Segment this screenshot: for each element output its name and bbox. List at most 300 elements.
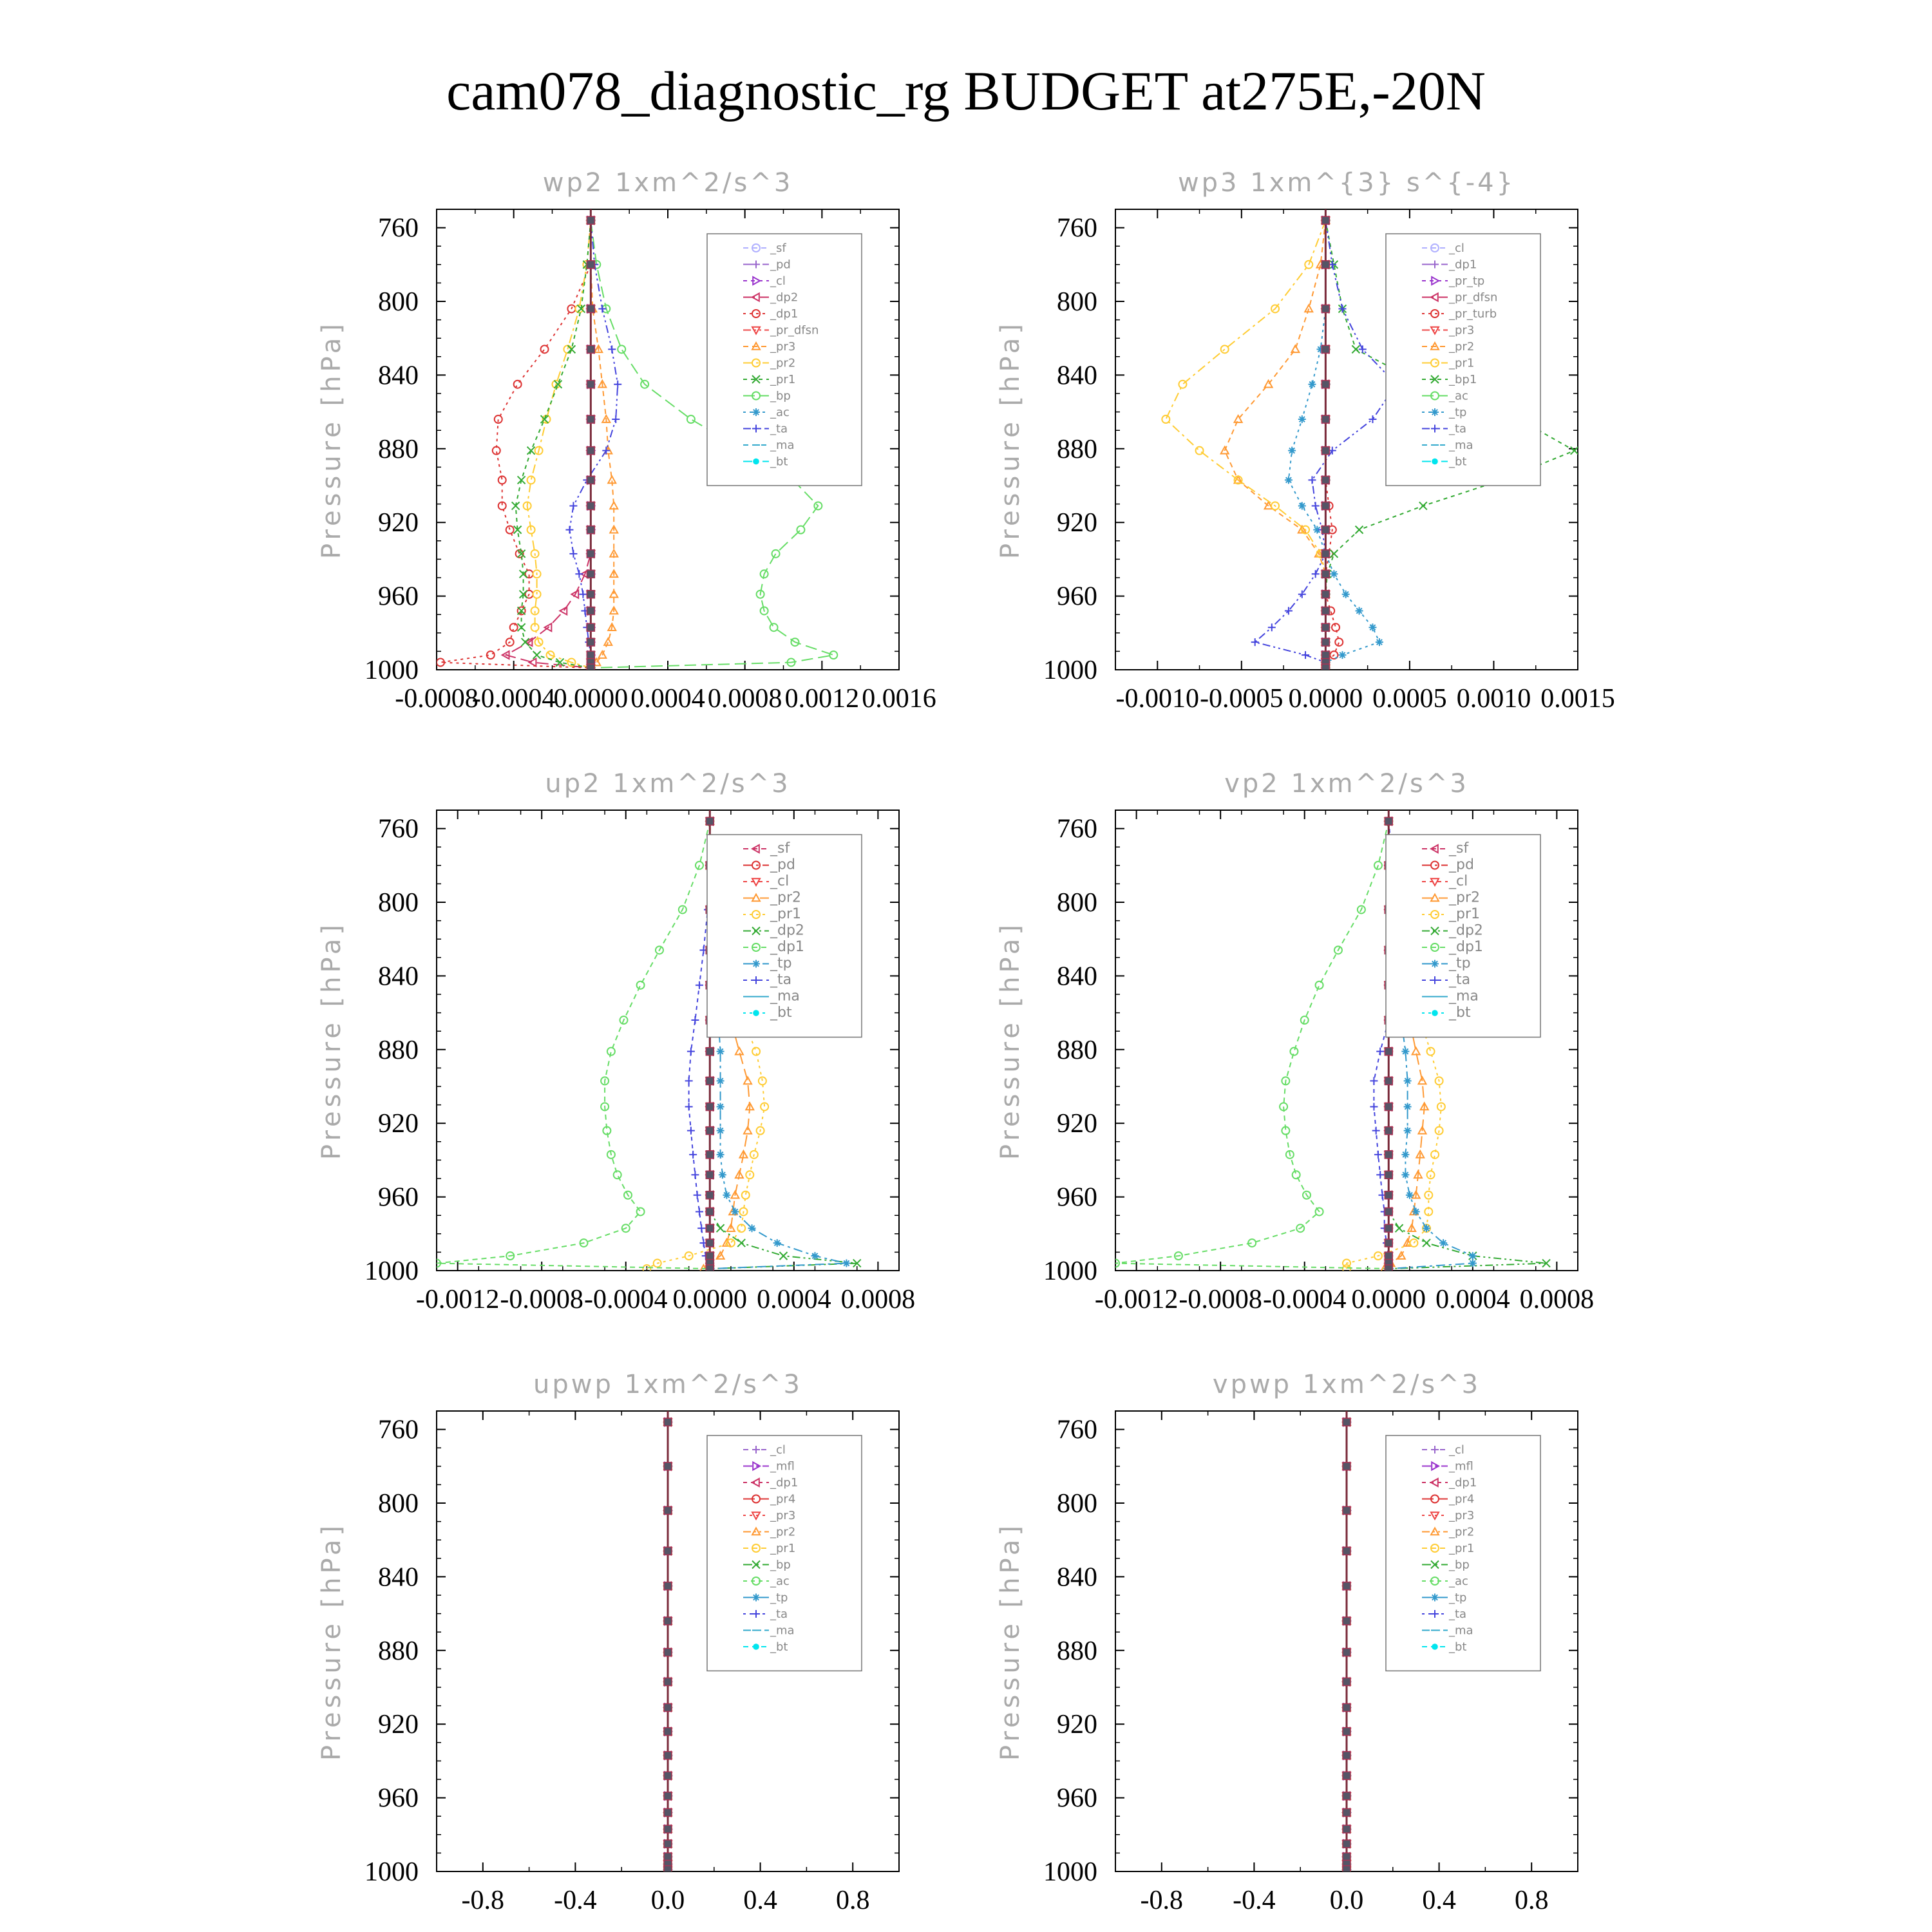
series-point	[1372, 1127, 1380, 1135]
legend-label: _pr_dfsn	[770, 323, 819, 337]
y-axis-label: Pressure [hPa]	[317, 320, 346, 559]
series-point	[1342, 591, 1350, 598]
legend-label: _tp	[770, 955, 792, 972]
zero-marker	[1321, 651, 1329, 659]
legend-label: _tp	[770, 1591, 788, 1605]
zero-marker	[1385, 1224, 1392, 1232]
series-point	[1298, 415, 1306, 423]
x-tick-label: 0.0000	[1288, 684, 1363, 714]
zero-marker	[1321, 550, 1329, 558]
zero-marker	[664, 1617, 672, 1625]
series-point	[1291, 345, 1299, 352]
series-point	[696, 981, 703, 989]
legend-label: _pr2	[1449, 1525, 1475, 1539]
x-tick-label: 0.0015	[1540, 684, 1615, 714]
legend-label: _pr2	[1449, 889, 1481, 906]
zero-marker	[664, 1853, 672, 1861]
zero-marker	[1321, 305, 1329, 312]
legend	[707, 234, 862, 486]
zero-marker	[664, 1582, 672, 1590]
y-axis-label: Pressure [hPa]	[996, 1522, 1025, 1761]
series-point	[719, 1171, 726, 1179]
zero-marker	[1343, 1772, 1350, 1779]
series-line-tp	[1289, 220, 1379, 668]
y-axis-label: Pressure [hPa]	[996, 921, 1025, 1160]
x-tick-label: -0.4	[554, 1886, 597, 1915]
legend-label: _pr1	[1449, 356, 1475, 370]
legend-label: _ma	[770, 439, 795, 452]
chart-panel-6	[996, 1370, 1578, 1915]
series-point	[1343, 1265, 1350, 1273]
series-point	[717, 1077, 724, 1084]
zero-marker	[1343, 1547, 1350, 1555]
legend-marker	[1431, 408, 1439, 416]
series-point	[533, 651, 541, 659]
series-point	[770, 623, 778, 631]
series-point	[1404, 1077, 1412, 1084]
chart-panel-4	[996, 769, 1594, 1314]
series-point	[604, 638, 612, 645]
zero-marker	[1385, 1265, 1392, 1273]
x-tick-label: -0.0008	[395, 684, 478, 714]
chart-panel-2	[996, 168, 1615, 714]
series-point	[744, 1077, 752, 1084]
series-line-dp2	[506, 220, 591, 668]
zero-marker	[1343, 1728, 1350, 1736]
series-point	[1162, 415, 1170, 423]
series-point	[689, 1151, 697, 1159]
legend-label: _ta	[770, 422, 788, 436]
legend-label: _pr1	[770, 1542, 796, 1555]
series-point	[691, 1016, 699, 1024]
series-point	[1419, 502, 1427, 509]
series-point	[1312, 570, 1320, 578]
legend	[707, 1435, 862, 1671]
series-line-dp1	[440, 220, 591, 668]
legend-label: _dp1	[1449, 258, 1477, 272]
series-point	[717, 1151, 724, 1159]
series-line-pr1	[516, 220, 591, 668]
zero-marker	[587, 476, 594, 484]
series-group	[664, 1411, 672, 1873]
zero-marker	[664, 1825, 672, 1833]
zero-marker	[664, 1752, 672, 1759]
series-point	[717, 1048, 724, 1056]
y-tick-label: 800	[1057, 1489, 1097, 1519]
zero-marker	[1343, 1792, 1350, 1800]
legend-marker	[1431, 960, 1439, 968]
zero-marker	[587, 570, 594, 578]
legend	[1386, 234, 1540, 486]
legend-label: _bt	[770, 1005, 792, 1021]
legend-label: _bt	[1449, 1005, 1471, 1021]
series-point	[1290, 1048, 1298, 1056]
zero-marker	[1321, 476, 1329, 484]
series-point	[560, 607, 567, 614]
zero-marker	[1343, 1752, 1350, 1759]
y-tick-label: 760	[1057, 814, 1097, 844]
zero-marker	[1321, 664, 1329, 672]
series-point	[614, 1171, 621, 1179]
zero-marker	[1343, 1703, 1350, 1711]
x-tick-label: 0.4	[743, 1886, 777, 1915]
zero-marker	[587, 623, 594, 631]
x-tick-label: 0.0008	[840, 1285, 916, 1314]
zero-marker	[1385, 1127, 1392, 1135]
series-point	[518, 623, 526, 631]
zero-marker	[587, 381, 594, 388]
zero-marker	[1343, 1825, 1350, 1833]
legend-label: _tp	[1449, 1591, 1467, 1605]
series-point	[1404, 1103, 1412, 1110]
series-point	[685, 1077, 693, 1084]
y-tick-label: 920	[1057, 1109, 1097, 1139]
zero-marker	[587, 664, 594, 672]
legend-label: _pr2	[770, 356, 796, 370]
legend-label: _dp1	[770, 939, 804, 955]
series-point	[772, 550, 780, 558]
legend	[1386, 835, 1540, 1037]
x-tick-label: 0.0	[1329, 1886, 1364, 1915]
zero-marker	[664, 1728, 672, 1736]
y-axis-label: Pressure [hPa]	[996, 320, 1025, 559]
chart-panel-5	[317, 1370, 899, 1915]
series-line-ta	[569, 220, 618, 668]
legend-label: _tp	[1449, 406, 1467, 419]
zero-marker	[664, 1808, 672, 1816]
series-point	[717, 1103, 724, 1110]
series-point	[685, 1103, 693, 1110]
zero-marker	[587, 305, 594, 312]
series-point	[1308, 476, 1316, 484]
legend-label: _mfl	[770, 1459, 795, 1473]
zero-marker	[1321, 415, 1329, 423]
series-point	[1308, 381, 1316, 388]
panel-title: upwp 1xm^2/s^3	[533, 1370, 802, 1399]
zero-marker	[1321, 502, 1329, 509]
zero-marker	[1321, 591, 1329, 598]
legend-label: _ta	[1449, 972, 1471, 988]
series-point	[744, 1127, 752, 1134]
legend-label: _pr3	[1449, 323, 1475, 337]
y-tick-label: 1000	[1043, 656, 1097, 685]
legend-label: _cl	[1449, 242, 1464, 255]
legend-marker	[1432, 1010, 1438, 1016]
series-point	[569, 502, 577, 509]
legend-label: _pr_turb	[1449, 307, 1497, 321]
series-point	[1370, 1103, 1378, 1110]
legend-label: _cl	[770, 873, 790, 889]
x-tick-label: 0.0000	[1351, 1285, 1426, 1314]
legend-label: _mfl	[1449, 1459, 1473, 1473]
y-tick-label: 960	[378, 582, 419, 612]
zero-marker	[664, 1547, 672, 1555]
y-tick-label: 840	[378, 961, 419, 992]
zero-marker	[706, 1252, 714, 1260]
series-point	[1298, 502, 1306, 509]
series-line-pr2	[1225, 220, 1326, 668]
series-point	[618, 345, 625, 353]
legend-label: _pr2	[1449, 340, 1475, 354]
series-line-pr2	[527, 220, 591, 668]
series-point	[529, 659, 536, 667]
series-point	[1330, 570, 1338, 578]
series-point	[541, 345, 549, 353]
x-tick-label: -0.4	[1233, 1886, 1276, 1915]
zero-marker	[706, 1151, 714, 1159]
x-tick-label: 0.0016	[862, 684, 936, 714]
zero-marker	[706, 1048, 714, 1056]
legend-marker	[753, 1010, 759, 1016]
legend-label: _dp1	[1449, 939, 1483, 955]
zero-marker	[587, 526, 594, 534]
x-tick-label: -0.0004	[1262, 1285, 1347, 1314]
x-tick-label: -0.0012	[415, 1285, 500, 1314]
y-tick-label: 880	[378, 1636, 419, 1666]
legend-label: _pr3	[770, 1509, 796, 1522]
series-point	[1330, 550, 1338, 558]
panel-title: wp2 1xm^2/s^3	[542, 168, 793, 198]
series-point	[1368, 623, 1376, 631]
legend-marker	[752, 960, 760, 968]
legend-marker	[1432, 1643, 1438, 1650]
y-tick-label: 960	[1057, 582, 1097, 612]
series-line-pr3	[591, 220, 614, 668]
y-tick-label: 920	[1057, 508, 1097, 538]
legend-label: _ma	[770, 988, 800, 1005]
zero-marker	[1343, 1649, 1350, 1656]
y-tick-label: 960	[378, 1783, 419, 1814]
legend-label: _ac	[1449, 389, 1468, 403]
series-point	[780, 1252, 788, 1260]
zero-marker	[1321, 623, 1329, 631]
series-point	[1404, 1127, 1412, 1135]
zero-marker	[587, 591, 594, 598]
zero-marker	[1385, 1103, 1392, 1110]
zero-marker	[706, 1265, 714, 1273]
zero-marker	[706, 1103, 714, 1110]
series-point	[773, 1239, 781, 1247]
x-tick-label: 0.0000	[672, 1285, 748, 1314]
legend-label: _sf	[770, 840, 790, 857]
panel-title: vp2 1xm^2/s^3	[1224, 769, 1469, 799]
zero-marker	[1321, 607, 1329, 614]
zero-marker	[587, 345, 594, 353]
zero-marker	[587, 415, 594, 423]
series-point	[1352, 345, 1359, 353]
y-tick-label: 1000	[1043, 1256, 1097, 1286]
series-point	[1396, 1224, 1403, 1232]
y-tick-label: 840	[378, 361, 419, 391]
chart-panel-3	[317, 769, 915, 1314]
zero-marker	[1321, 447, 1329, 455]
series-point	[717, 1224, 724, 1232]
x-tick-label: 0.0000	[553, 684, 629, 714]
series-point	[697, 1224, 705, 1232]
legend-label: _pr4	[770, 1492, 796, 1506]
series-line-dp1	[1115, 821, 1388, 1269]
zero-marker	[1385, 1191, 1392, 1199]
legend-label: _bt	[1449, 455, 1467, 469]
legend-label: _pr4	[1449, 1492, 1475, 1506]
legend-label: _pr1	[1449, 1542, 1475, 1555]
y-tick-label: 920	[1057, 1710, 1097, 1740]
series-point	[1406, 1191, 1414, 1199]
legend-label: _ta	[770, 972, 792, 988]
zero-marker	[1385, 1208, 1392, 1215]
y-tick-label: 840	[1057, 361, 1097, 391]
series-point	[614, 381, 621, 388]
legend-marker	[753, 459, 759, 465]
legend-label: _pr_dfsn	[1449, 290, 1498, 305]
series-point	[1439, 1239, 1447, 1247]
legend-label: _pd	[1449, 857, 1474, 873]
legend	[1386, 1435, 1540, 1671]
series-point	[1302, 651, 1309, 659]
series-point	[717, 1127, 724, 1135]
series-point	[1335, 638, 1343, 646]
x-tick-label: 0.8	[835, 1886, 870, 1915]
zero-marker	[1385, 1171, 1392, 1179]
zero-marker	[664, 1840, 672, 1848]
y-tick-label: 1000	[365, 1857, 419, 1887]
legend-label: _pd	[770, 258, 791, 272]
series-point	[694, 1191, 701, 1199]
zero-marker	[1385, 1239, 1392, 1247]
legend-marker	[752, 1594, 760, 1602]
zero-marker	[587, 447, 594, 455]
x-tick-label: 0.0004	[630, 684, 705, 714]
y-tick-label: 880	[378, 1035, 419, 1065]
x-tick-label: 0.0008	[1519, 1285, 1595, 1314]
x-tick-label: 0.8	[1514, 1886, 1549, 1915]
legend-label: _dp2	[770, 922, 804, 939]
legend-label: _bp1	[1449, 373, 1477, 386]
series-line-dp1	[437, 821, 710, 1269]
panel-title: vpwp 1xm^2/s^3	[1212, 1370, 1481, 1399]
legend-label: _sf	[1449, 840, 1469, 857]
zero-marker	[1321, 345, 1329, 353]
y-tick-label: 960	[378, 1182, 419, 1213]
legend-label: _pr1	[770, 906, 802, 922]
zero-marker	[706, 1239, 714, 1247]
legend-label: _dp1	[770, 1476, 799, 1490]
x-tick-label: 0.0	[650, 1886, 685, 1915]
legend-label: _bt	[770, 455, 788, 469]
series-point	[829, 651, 837, 659]
series-point	[514, 381, 522, 388]
series-point	[1542, 1260, 1550, 1267]
y-tick-label: 880	[1057, 1035, 1097, 1065]
series-point	[797, 526, 804, 534]
zero-marker	[1321, 570, 1329, 578]
y-tick-label: 920	[378, 1710, 419, 1740]
zero-marker	[664, 1703, 672, 1711]
series-point	[842, 1260, 850, 1267]
legend-label: _pr1	[770, 373, 796, 386]
x-tick-label: 0.0004	[1435, 1285, 1510, 1314]
zero-marker	[587, 607, 594, 614]
series-point	[1423, 1224, 1430, 1232]
zero-marker	[706, 1171, 714, 1179]
x-tick-label: 0.0005	[1372, 684, 1447, 714]
series-point	[579, 591, 587, 598]
series-point	[1412, 1208, 1420, 1215]
x-tick-label: -0.0008	[1179, 1285, 1262, 1314]
y-tick-label: 760	[1057, 1415, 1097, 1445]
zero-marker	[1321, 261, 1329, 269]
legend-label: _pr2	[770, 1525, 796, 1539]
legend-label: _ta	[770, 1607, 788, 1621]
series-point	[1469, 1260, 1477, 1267]
legend-label: _cl	[1449, 1443, 1464, 1457]
series-point	[1293, 1171, 1300, 1179]
legend-label: _tp	[1449, 955, 1471, 972]
series-point	[1298, 591, 1306, 598]
series-point	[687, 415, 695, 423]
series-point	[1316, 981, 1323, 989]
series-point	[1427, 1048, 1435, 1056]
legend-label: _bt	[770, 1640, 788, 1654]
zero-marker	[1321, 381, 1329, 388]
series-point	[520, 570, 527, 578]
y-tick-label: 840	[378, 1562, 419, 1593]
y-tick-label: 880	[1057, 1636, 1097, 1666]
legend-label: _sf	[770, 242, 786, 255]
legend-label: _bp	[1449, 1558, 1470, 1572]
y-tick-label: 1000	[1043, 1857, 1097, 1887]
series-group	[1343, 1411, 1350, 1873]
zero-marker	[1385, 1077, 1392, 1084]
legend-label: _ma	[1449, 1624, 1473, 1638]
zero-marker	[587, 651, 594, 659]
series-point	[527, 476, 535, 484]
legend-label: _cl	[1449, 873, 1468, 889]
x-tick-label: -0.0010	[1115, 684, 1200, 714]
series-point	[1356, 526, 1363, 534]
zero-marker	[664, 1772, 672, 1779]
zero-marker	[1343, 1840, 1350, 1848]
zero-marker	[664, 1649, 672, 1656]
y-tick-label: 1000	[365, 656, 419, 685]
x-tick-label: -0.8	[461, 1886, 505, 1915]
y-tick-label: 880	[1057, 434, 1097, 464]
series-point	[1268, 623, 1276, 631]
zero-marker	[587, 550, 594, 558]
legend-label: _cl	[770, 1443, 786, 1457]
y-tick-label: 800	[378, 287, 419, 317]
x-tick-label: 0.0004	[757, 1285, 831, 1314]
series-point	[506, 526, 514, 534]
zero-marker	[1343, 1853, 1350, 1861]
y-tick-label: 800	[1057, 888, 1097, 918]
zero-marker	[1343, 1866, 1350, 1873]
series-point	[527, 447, 535, 455]
x-tick-label: -0.0005	[1200, 684, 1283, 714]
zero-marker	[1321, 638, 1329, 646]
series-point	[1370, 1077, 1378, 1084]
legend-marker	[752, 408, 760, 416]
series-point	[565, 526, 573, 534]
y-axis-label: Pressure [hPa]	[317, 1522, 346, 1761]
legend-label: _pr_tp	[1449, 274, 1485, 288]
series-point	[691, 1171, 699, 1179]
zero-marker	[1343, 1808, 1350, 1816]
y-tick-label: 920	[378, 1109, 419, 1139]
zero-marker	[1385, 1252, 1392, 1260]
legend-label: _bt	[1449, 1640, 1467, 1654]
series-point	[811, 1252, 819, 1260]
